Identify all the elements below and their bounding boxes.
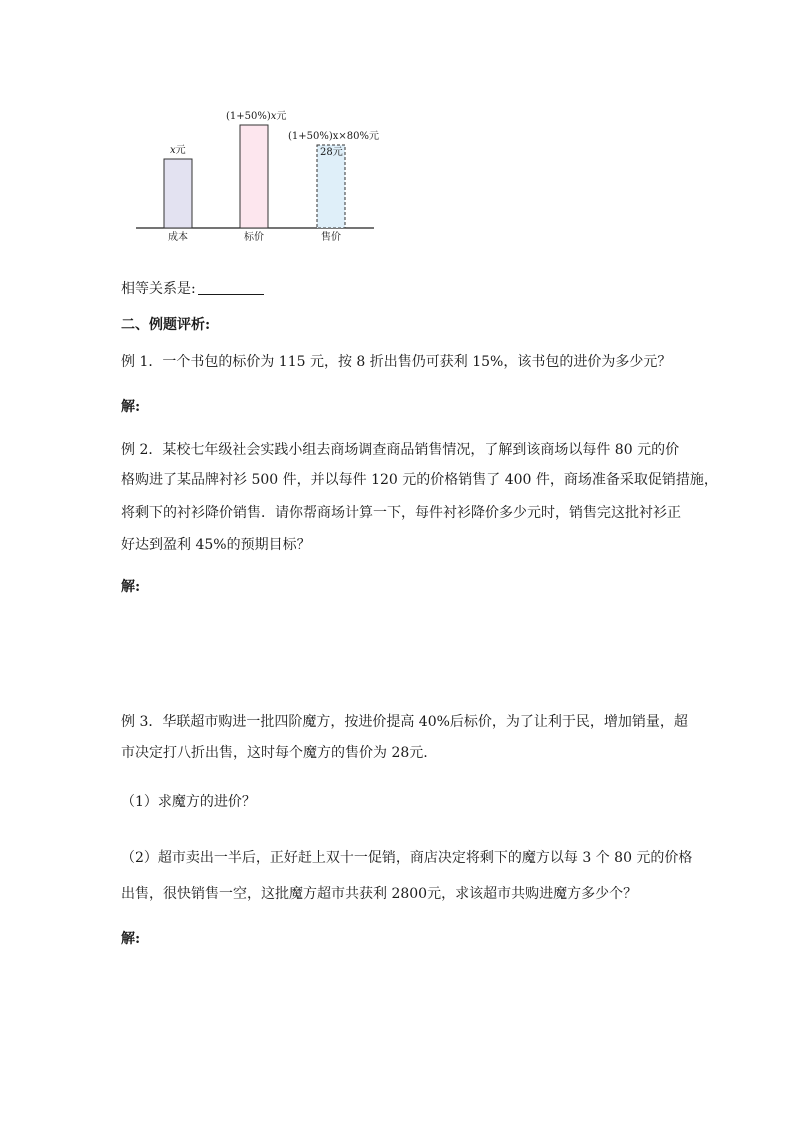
category-label-selling: 售价 bbox=[321, 232, 341, 243]
example-2-line-4: 好达到盈利 45%的预期目标？ bbox=[121, 537, 311, 553]
example-3-question-2-line-1: （2）超市卖出一半后，正好赶上双十一促销，商店决定将剩下的魔方以每 3 个 80 元的价格 bbox=[121, 850, 693, 866]
example-1-solution: 解: bbox=[121, 399, 141, 415]
bar-cost bbox=[164, 159, 192, 228]
example-3-solution: 解: bbox=[121, 931, 141, 947]
example-2-solution: 解: bbox=[121, 579, 141, 595]
relation-line bbox=[121, 279, 264, 299]
example-3-line-2: 市决定打八折出售，这时每个魔方的售价为 28元. bbox=[121, 745, 428, 761]
example-2-line-1: 例 2．某校七年级社会实践小组去商场调查商品销售情况，了解到该商场以每件 80 元的价 bbox=[121, 442, 680, 458]
example-2-line-2: 格购进了某品牌衬衫 500 件，并以每件 120 元的价格销售了 400 件，商场准备采取促销措施， bbox=[121, 472, 718, 488]
price-bar-diagram bbox=[130, 105, 390, 250]
relation-label: 相等关系是: bbox=[121, 281, 196, 297]
bar-selling-inner-label: 28元 bbox=[320, 147, 343, 158]
section-heading: 二、例题评析: bbox=[121, 317, 211, 333]
bar-marked-top-label: (1+50%)x元 bbox=[226, 111, 287, 122]
example-2-line-3: 将剩下的衬衫降价销售．请你帮商场计算一下，每件衬衫降价多少元时，销售完这批衬衫正 bbox=[121, 505, 681, 521]
example-3-question-2-line-2: 出售，很快销售一空，这批魔方超市共获利 2800元，求该超市共购进魔方多少个？ bbox=[121, 886, 638, 902]
example-1-text: 例 1．一个书包的标价为 115 元，按 8 折出售仍可获利 15%，该书包的进价为多少元？ bbox=[121, 354, 672, 370]
diagram-canvas bbox=[130, 105, 390, 250]
bar-selling-top-label: (1+50%)x×80%元 bbox=[288, 131, 380, 142]
bar-cost-top-label: x元 bbox=[170, 145, 186, 156]
example-3-line-1: 例 3．华联超市购进一批四阶魔方，按进价提高 40%后标价，为了让利于民，增加销量，超 bbox=[121, 714, 688, 730]
relation-blank bbox=[198, 280, 264, 295]
category-label-cost: 成本 bbox=[168, 232, 188, 243]
example-3-question-1: （1）求魔方的进价？ bbox=[121, 794, 256, 810]
category-label-marked: 标价 bbox=[244, 232, 264, 243]
bar-marked-price bbox=[240, 125, 268, 228]
